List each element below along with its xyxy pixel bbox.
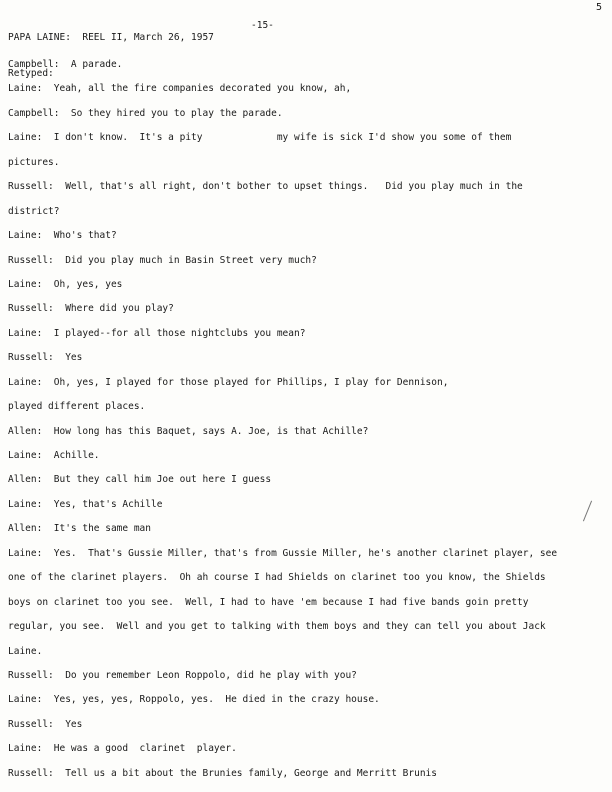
speech-text: Do you remember Leon Roppolo, did he play with you? (53, 669, 357, 681)
header-title: PAPA LAINE: REEL II, March 26, 1957 (8, 32, 214, 43)
transcript-line (8, 58, 604, 82)
speech-text: How long has this Baquet, says A. Joe, is that Achille? (42, 425, 369, 437)
speaker-name: Laine: (8, 743, 43, 755)
speech-text: Yeah, all the fire companies decorated you know, ah, (42, 83, 352, 95)
transcript-line (8, 620, 604, 644)
transcript-line (8, 473, 604, 497)
speech-text: district? (8, 205, 60, 217)
transcript-line (8, 131, 604, 155)
transcript-line (8, 571, 604, 595)
speaker-name: Russell: (8, 718, 54, 730)
transcript-line (8, 522, 604, 546)
speaker-name: Allen: (8, 474, 43, 486)
transcript-line (8, 376, 604, 400)
speech-text: Yes, yes, yes, Roppolo, yes. He died in the crazy house. (42, 694, 380, 706)
speech-text: Laine. (8, 645, 43, 657)
speaker-name: Allen: (8, 425, 43, 437)
speech-text: Achille. (42, 450, 100, 461)
transcript-line (8, 229, 604, 253)
speech-text: A parade. (59, 59, 123, 70)
transcript-line (8, 547, 604, 571)
speaker-name: Laine: (8, 132, 43, 144)
speaker-name: Laine: (8, 83, 43, 95)
speaker-name: Laine: (8, 547, 43, 559)
transcript-line (8, 425, 604, 449)
transcript-line (8, 669, 604, 693)
transcript-line (8, 82, 604, 106)
transcript-line (8, 718, 604, 742)
speaker-name: Russell: (8, 254, 54, 266)
transcript-line (8, 400, 604, 424)
transcript-line (8, 693, 604, 717)
speech-text: Yes, that's Achille (42, 498, 163, 510)
transcript-line (8, 351, 604, 375)
transcript-body (8, 58, 604, 791)
speech-text: Who's that? (42, 230, 117, 242)
speaker-name: Campbell: (8, 107, 60, 119)
transcript-line (8, 205, 604, 229)
speech-text: Oh, yes, yes (42, 278, 123, 290)
header-retyped: Retyped: (8, 68, 54, 79)
speech-text: I don't know. It's a pity my wife is sick I'd show you some of them (42, 132, 512, 144)
speaker-name: Russell: (8, 181, 54, 193)
transcript-line (8, 254, 604, 278)
speaker-name: Laine: (8, 278, 43, 290)
transcript-line (8, 596, 604, 620)
speech-text: Where did you play? (53, 303, 174, 315)
speech-text: He was a good clarinet player. (42, 743, 237, 755)
speaker-name: Allen: (8, 523, 43, 535)
speech-text: So they hired you to play the parade. (59, 107, 283, 119)
speech-text: I played--for all those nightclubs you mean? (42, 327, 306, 339)
speech-text: pictures. (8, 156, 60, 168)
transcript-line (8, 107, 604, 131)
speaker-name: Laine: (8, 327, 43, 339)
speech-text: Did you play much in Basin Street very much? (53, 254, 317, 266)
speaker-name: Russell: (8, 352, 54, 364)
speech-text: It's the same man (42, 523, 151, 535)
transcript-line (8, 302, 604, 326)
speech-text: Oh, yes, I played for those played for Phillips, I play for Dennison, (42, 376, 449, 388)
transcript-line (8, 498, 604, 522)
transcript-line (8, 156, 604, 180)
transcript-line (8, 180, 604, 204)
speech-text: boys on clarinet too you see. Well, I had to have 'em because I had five bands goin pretty (8, 596, 529, 608)
speech-text: Yes (53, 352, 83, 364)
speech-text: But they call him Joe out here I guess (42, 474, 272, 486)
speaker-name: Laine: (8, 230, 43, 242)
speech-text: Well, that's all right, don't bother to upset things. Did you play much in the (53, 181, 523, 193)
speech-text: regular, you see. Well and you get to talking with them boys and they can tell you about Jack (8, 621, 546, 633)
speech-text: one of the clarinet players. Oh ah course I had Shields on clarinet too you know, the Shields (8, 572, 546, 584)
transcript-line (8, 767, 604, 791)
speaker-name: Russell: (8, 767, 54, 779)
speaker-name: Laine: (8, 376, 43, 388)
page-number: -15- (251, 20, 274, 31)
speech-text: Tell us a bit about the Brunies family, George and Merritt Brunis (53, 767, 437, 779)
transcript-line (8, 327, 604, 351)
transcript-line (8, 742, 604, 766)
corner-mark: 5 (595, 2, 602, 13)
speaker-name: Laine: (8, 694, 43, 706)
transcript-line (8, 449, 604, 473)
speaker-name: Campbell: (8, 59, 60, 70)
transcript-line (8, 645, 604, 669)
speech-text: Yes (53, 718, 83, 730)
speaker-name: Laine: (8, 450, 43, 461)
speech-text: Yes. That's Gussie Miller, that's from Gussie Miller, he's another clarinet player, see (42, 547, 558, 559)
speaker-name: Russell: (8, 669, 54, 681)
speech-text: played different places. (8, 401, 146, 413)
transcript-line (8, 278, 604, 302)
speaker-name: Russell: (8, 303, 54, 315)
speaker-name: Laine: (8, 498, 43, 510)
